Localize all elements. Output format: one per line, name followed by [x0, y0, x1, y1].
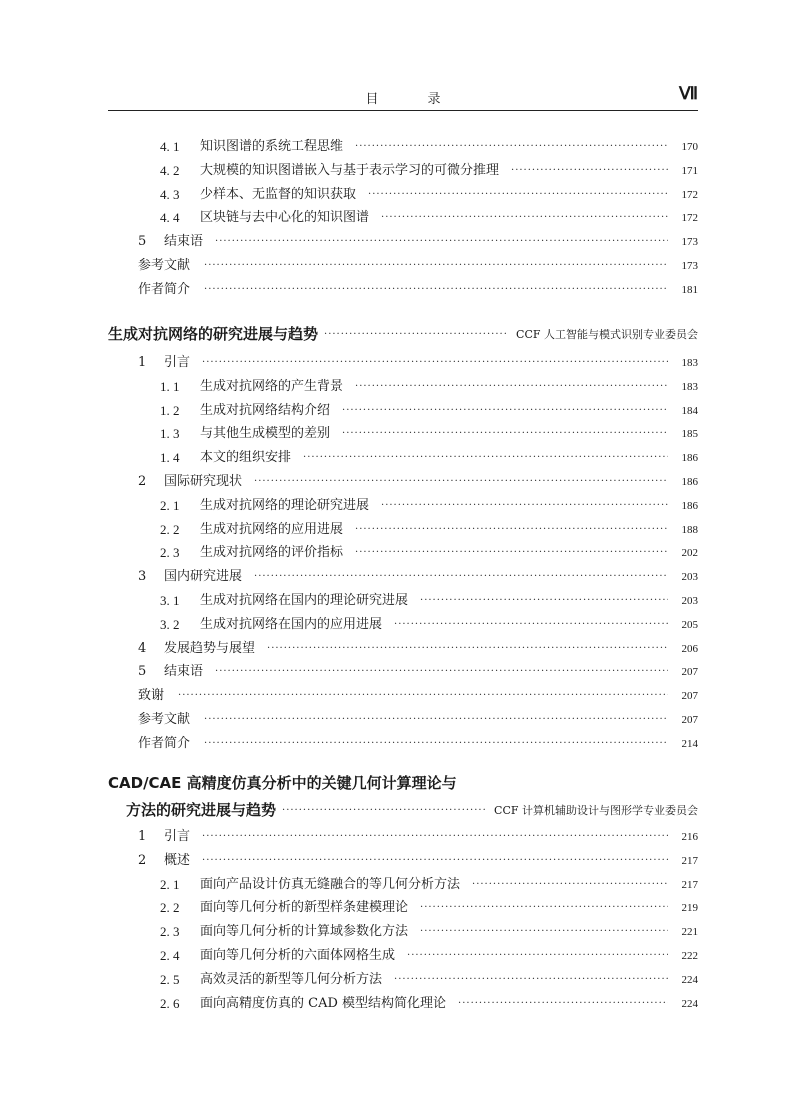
leader-dots — [511, 160, 668, 182]
entry-title: 发展趋势与展望 — [164, 640, 256, 656]
leader-dots — [355, 519, 668, 541]
entry-title: 引言 — [164, 829, 191, 844]
leader-dots — [355, 542, 668, 564]
entry-title: 面向产品设计仿真无缝融合的等几何分析方法 — [200, 876, 461, 892]
entry-title: 参考文献 — [138, 258, 191, 273]
entry-number: 4. 3 — [160, 186, 180, 202]
entry-title: 作者简介 — [138, 281, 191, 297]
leader-dots — [342, 423, 668, 445]
entry-number: 3. 2 — [160, 616, 180, 632]
entry-title: 国内研究进展 — [164, 569, 243, 585]
toc-entry — [160, 207, 698, 229]
entry-number: 1. 2 — [160, 402, 180, 418]
entry-number: 5 — [138, 664, 147, 680]
page-number: Ⅶ — [678, 84, 698, 103]
entry-title: 与其他生成模型的差别 — [200, 426, 331, 442]
entry-page-number: 205 — [681, 618, 698, 631]
leader-dots — [303, 447, 668, 469]
toc-entry — [138, 709, 698, 731]
entry-number: 5 — [138, 234, 147, 250]
entry-title: 面向等几何分析的六面体网格生成 — [200, 948, 396, 963]
entry-page-number: 216 — [681, 831, 698, 843]
entry-title: 面向等几何分析的计算域参数化方法 — [200, 924, 409, 940]
toc-entry — [160, 590, 698, 612]
entry-title: 致谢 — [138, 688, 165, 704]
entry-page-number: 173 — [681, 236, 698, 249]
leader-dots — [394, 969, 668, 991]
entry-number: 4. 2 — [160, 162, 180, 178]
entry-page-number: 217 — [681, 854, 698, 867]
entry-page-number: 206 — [681, 642, 698, 655]
leader-dots — [204, 709, 668, 731]
toc-entry — [160, 921, 698, 943]
entry-title: 高效灵活的新型等几何分析方法 — [200, 971, 383, 987]
entry-page-number: 183 — [681, 380, 698, 393]
section-heading-gan — [108, 320, 698, 344]
entry-title: 引言 — [164, 355, 191, 370]
section-heading-cad — [126, 796, 698, 820]
entry-title: 国际研究现状 — [164, 474, 243, 489]
toc-entry — [160, 542, 698, 564]
entry-title: 概述 — [164, 852, 191, 868]
leader-dots — [202, 850, 668, 872]
toc-entry — [160, 519, 698, 541]
entry-page-number: 224 — [681, 973, 698, 986]
leader-dots — [472, 874, 668, 896]
leader-dots — [420, 897, 668, 919]
entry-number: 2. 2 — [160, 521, 180, 537]
leader-dots — [420, 590, 668, 612]
entry-title: 区块链与去中心化的知识图谱 — [200, 210, 370, 226]
leader-dots — [394, 614, 668, 636]
entry-number: 1. 1 — [160, 378, 180, 394]
leader-dots — [215, 661, 668, 683]
section-title-line1: CAD/CAE 高精度仿真分析中的关键几何计算理论与 — [108, 774, 457, 792]
section-title: 方法的研究进展与趋势 — [126, 801, 277, 819]
leader-dots — [355, 136, 668, 158]
toc-entry — [160, 897, 698, 919]
header-title: 目 录 — [365, 92, 459, 107]
entry-page-number: 207 — [681, 690, 698, 703]
entry-number: 2. 1 — [160, 876, 180, 892]
leader-dots — [342, 400, 668, 422]
entry-page-number: 217 — [681, 878, 698, 891]
toc-entry — [160, 423, 698, 445]
toc-entry — [138, 733, 698, 755]
entry-number: 2. 5 — [160, 971, 180, 987]
entry-title: 生成对抗网络在国内的应用进展 — [200, 616, 383, 632]
toc-entry — [160, 969, 698, 991]
toc-entry — [160, 874, 698, 896]
entry-number: 4. 1 — [160, 139, 180, 154]
entry-number: 2. 3 — [160, 545, 180, 561]
toc-entry — [138, 471, 698, 493]
leader-dots — [407, 945, 668, 967]
toc-entry — [138, 231, 698, 253]
entry-page-number: 181 — [681, 283, 698, 296]
toc-entry — [138, 255, 698, 277]
entry-title: 作者简介 — [138, 735, 191, 751]
toc-entry — [160, 614, 698, 636]
toc-entry — [138, 638, 698, 660]
section-title: 生成对抗网络的研究进展与趋势 — [108, 325, 319, 343]
leader-dots — [202, 826, 668, 848]
entry-page-number: 222 — [681, 950, 698, 962]
entry-page-number: 183 — [681, 357, 698, 369]
leader-dots — [381, 495, 668, 517]
committee-name: CCF 人工智能与模式识别专业委员会 — [516, 328, 698, 341]
entry-number: 4 — [138, 640, 147, 656]
entry-number: 1. 3 — [160, 426, 180, 442]
toc-entry — [138, 826, 698, 848]
leader-dots — [355, 376, 668, 398]
entry-title: 生成对抗网络的评价指标 — [200, 545, 344, 561]
toc-entry — [160, 495, 698, 517]
toc-entry — [160, 945, 698, 967]
entry-title: 大规模的知识图谱嵌入与基于表示学习的可微分推理 — [200, 162, 500, 178]
entry-number: 4. 4 — [160, 210, 180, 226]
toc-entry — [160, 447, 698, 469]
entry-page-number: 186 — [681, 452, 698, 465]
toc-entry — [160, 184, 698, 206]
entry-page-number: 203 — [681, 595, 698, 607]
entry-number: 2. 6 — [160, 995, 180, 1011]
entry-page-number: 219 — [681, 902, 698, 915]
leader-dots — [282, 805, 486, 816]
entry-number: 3. 1 — [160, 593, 180, 608]
leader-dots — [178, 685, 668, 707]
entry-page-number: 188 — [681, 523, 698, 536]
entry-title: 结束语 — [164, 664, 204, 680]
entry-page-number: 214 — [681, 737, 698, 750]
entry-number: 2 — [138, 852, 147, 868]
entry-page-number: 172 — [681, 188, 698, 201]
entry-title: 生成对抗网络的应用进展 — [200, 521, 344, 537]
leader-dots — [420, 921, 668, 943]
entry-number: 1 — [138, 829, 147, 844]
entry-page-number: 203 — [681, 571, 698, 584]
entry-title: 知识图谱的系统工程思维 — [200, 139, 344, 154]
entry-page-number: 173 — [681, 260, 698, 272]
entry-number: 2 — [138, 474, 147, 489]
committee-name: CCF 计算机辅助设计与图形学专业委员会 — [494, 804, 698, 817]
toc-entry — [138, 279, 698, 301]
leader-dots — [202, 352, 668, 374]
toc-entry — [138, 661, 698, 683]
leader-dots — [267, 638, 668, 660]
entry-number: 2. 2 — [160, 900, 180, 916]
entry-page-number: 186 — [681, 499, 698, 512]
leader-dots — [458, 993, 668, 1015]
toc-entry — [160, 400, 698, 422]
entry-title: 少样本、无监督的知识获取 — [200, 186, 357, 202]
entry-page-number: 170 — [681, 141, 698, 153]
leader-dots — [204, 279, 668, 301]
entry-page-number: 172 — [681, 212, 698, 225]
entry-title: 面向等几何分析的新型样条建模理论 — [200, 900, 409, 916]
entry-page-number: 202 — [681, 547, 698, 560]
entry-number: 3 — [138, 569, 147, 585]
leader-dots — [254, 471, 668, 493]
leader-dots — [254, 566, 668, 588]
entry-number: 1 — [138, 355, 147, 370]
leader-dots — [381, 207, 668, 229]
entry-title: 结束语 — [164, 234, 204, 250]
toc-entry — [160, 136, 698, 158]
leader-dots — [215, 231, 668, 253]
entry-page-number: 221 — [681, 926, 698, 939]
entry-page-number: 184 — [681, 404, 698, 417]
leader-dots — [324, 329, 508, 340]
entry-page-number: 224 — [681, 997, 698, 1010]
entry-page-number: 207 — [681, 714, 698, 726]
entry-page-number: 171 — [681, 164, 698, 177]
toc-entry — [138, 685, 698, 707]
entry-number: 2. 3 — [160, 924, 180, 940]
entry-page-number: 185 — [681, 428, 698, 441]
entry-number: 2. 1 — [160, 497, 180, 513]
leader-dots — [204, 255, 668, 277]
toc-entry — [160, 376, 698, 398]
entry-title: 参考文献 — [138, 712, 191, 727]
entry-number: 2. 4 — [160, 948, 180, 963]
leader-dots — [204, 733, 668, 755]
entry-title: 生成对抗网络在国内的理论研究进展 — [200, 593, 409, 608]
leader-dots — [368, 184, 668, 206]
entry-title: 生成对抗网络结构介绍 — [200, 402, 331, 418]
entry-title: 生成对抗网络的产生背景 — [200, 378, 344, 394]
entry-title: 本文的组织安排 — [200, 450, 292, 466]
entry-page-number: 207 — [681, 666, 698, 679]
toc-entry — [138, 352, 698, 374]
entry-title: 面向高精度仿真的 CAD 模型结构简化理论 — [200, 995, 447, 1011]
toc-entry — [160, 160, 698, 182]
toc-entry — [138, 850, 698, 872]
toc-entry — [138, 566, 698, 588]
entry-page-number: 186 — [681, 476, 698, 488]
entry-number: 1. 4 — [160, 450, 180, 466]
entry-title: 生成对抗网络的理论研究进展 — [200, 497, 370, 513]
toc-entry — [160, 993, 698, 1015]
